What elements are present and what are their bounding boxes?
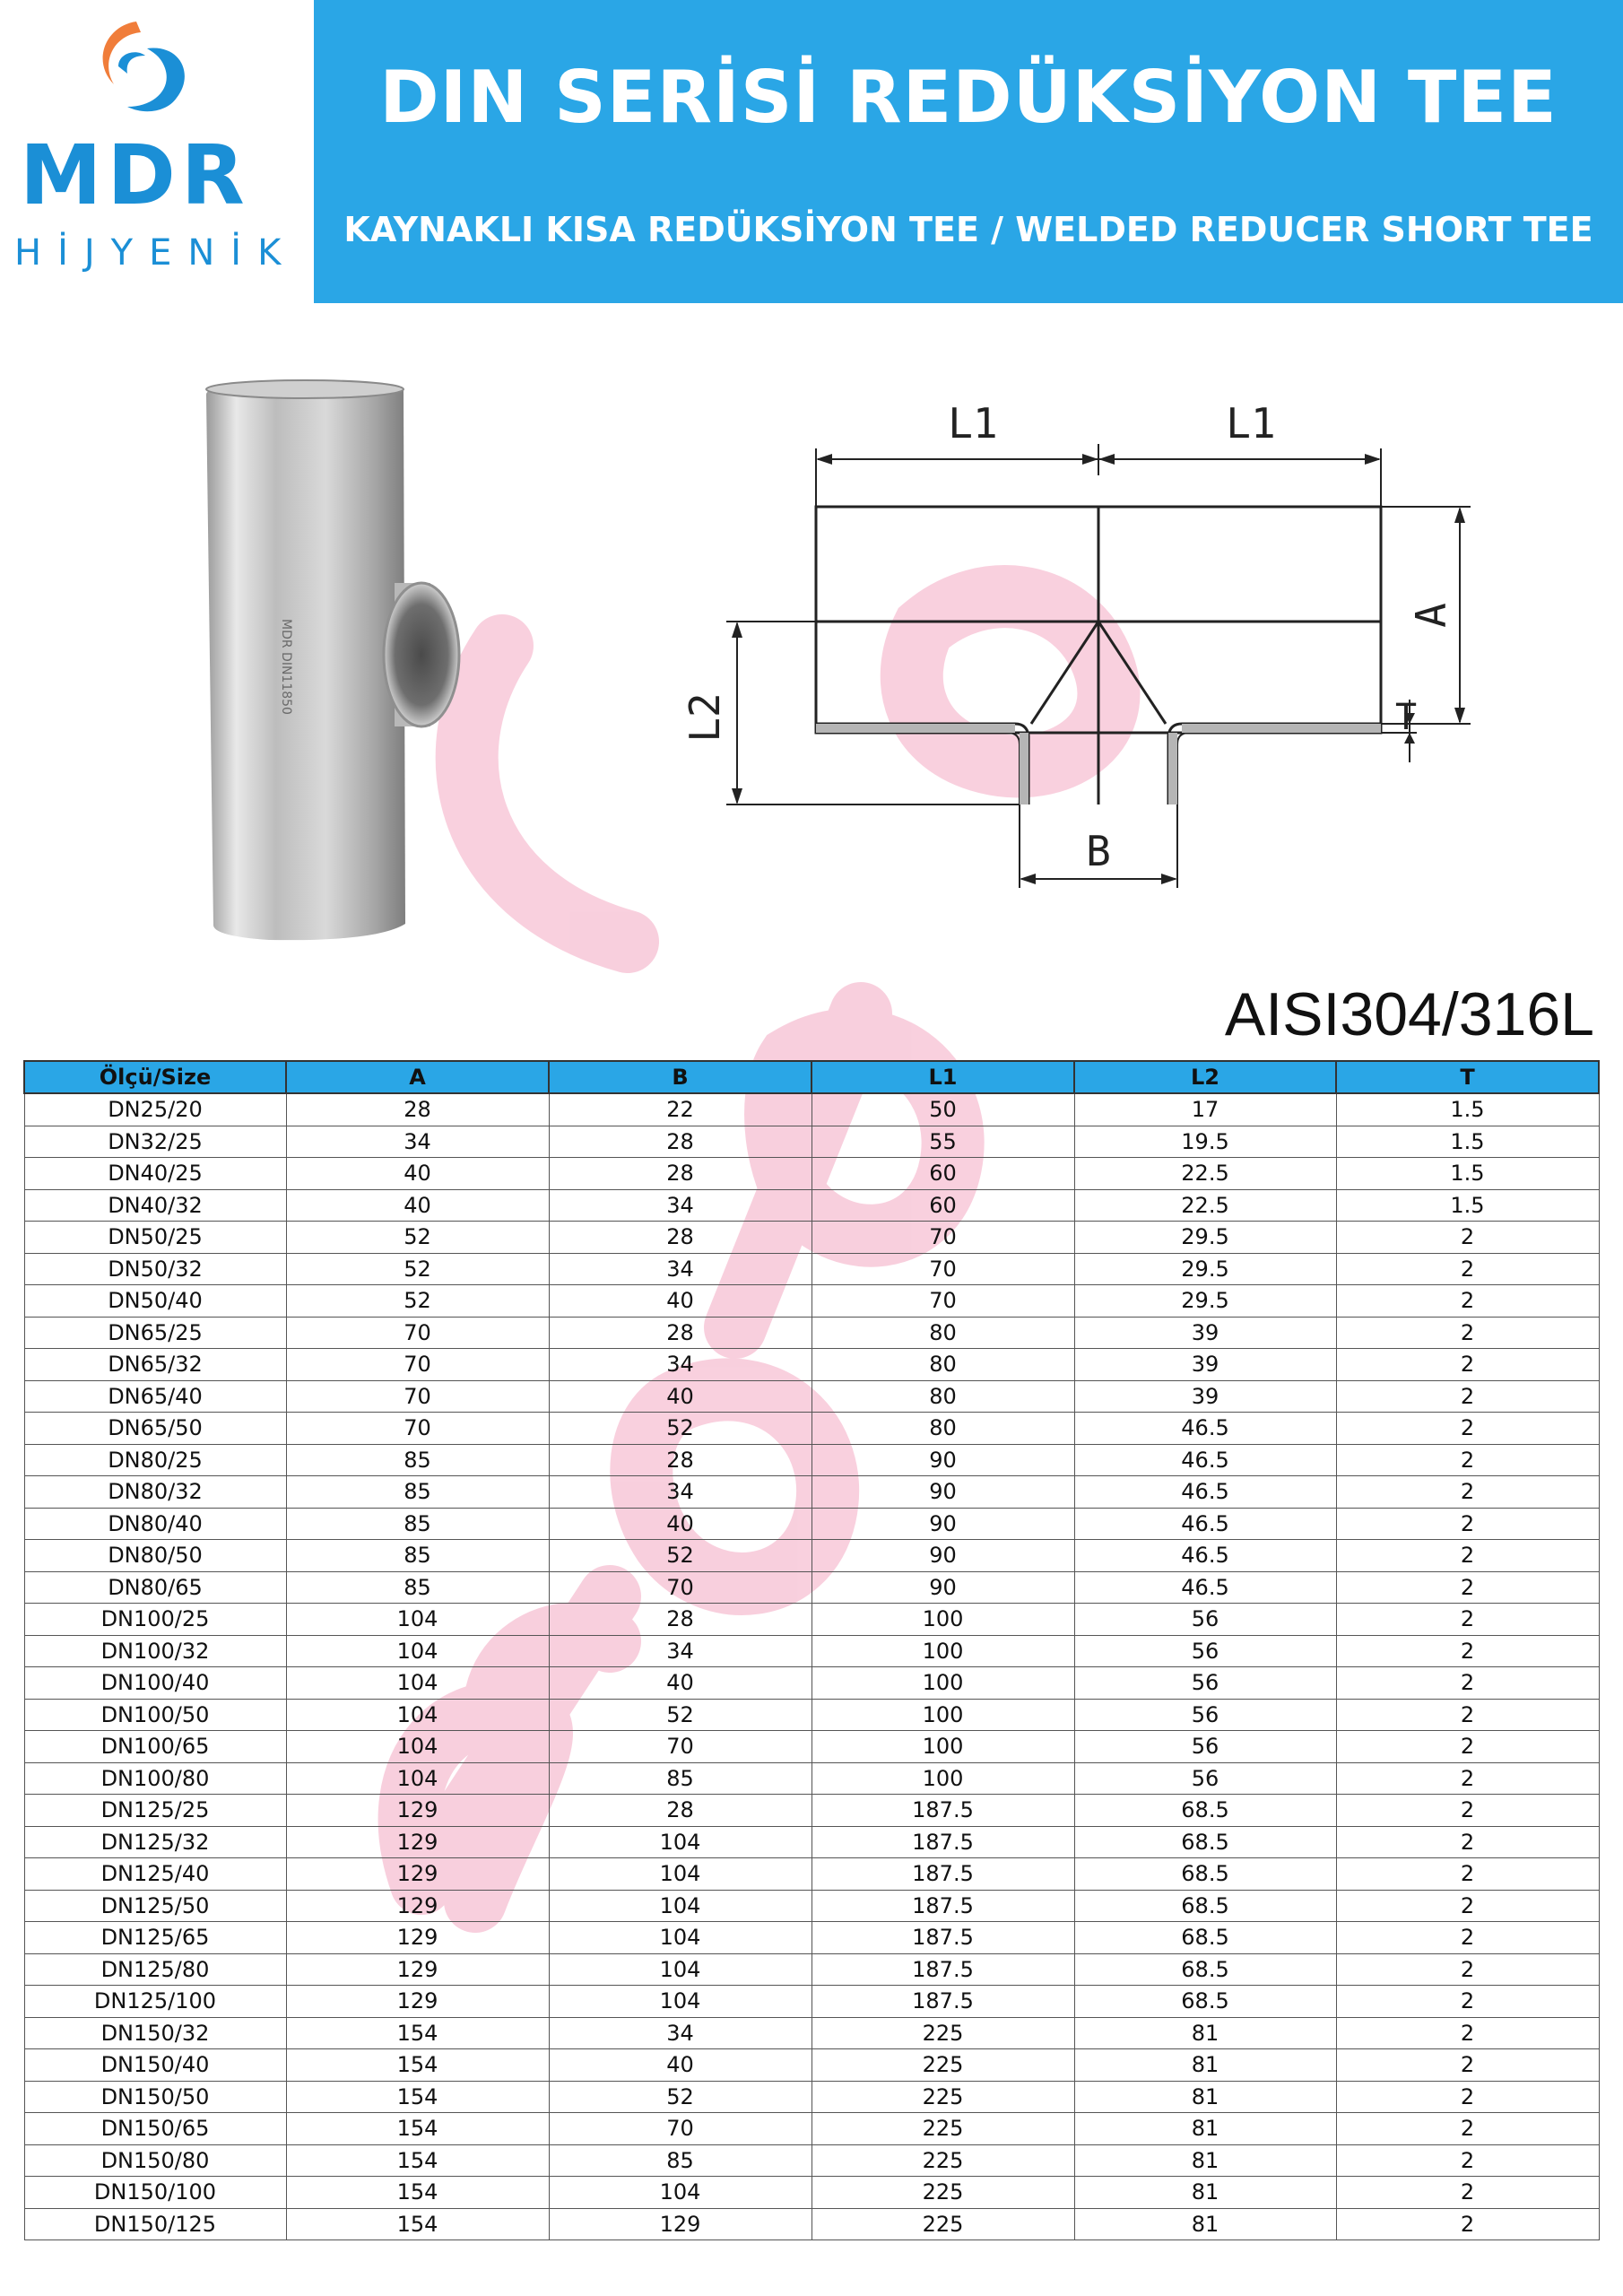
cell-t: 2 xyxy=(1336,1731,1599,1763)
table-row xyxy=(24,1413,1599,1445)
col-header-l1: L1 xyxy=(812,1061,1074,1093)
cell-l1: 60 xyxy=(812,1189,1074,1222)
cell-a: 70 xyxy=(286,1413,549,1445)
cell-l1: 55 xyxy=(812,1126,1074,1158)
cell-l2: 81 xyxy=(1074,2017,1336,2049)
cell-size: DN125/25 xyxy=(24,1795,286,1827)
table-row xyxy=(24,1317,1599,1349)
cell-a: 154 xyxy=(286,2017,549,2049)
table-row xyxy=(24,1285,1599,1318)
table-row xyxy=(24,2113,1599,2145)
cell-a: 129 xyxy=(286,1826,549,1858)
cell-l1: 80 xyxy=(812,1317,1074,1349)
cell-a: 52 xyxy=(286,1222,549,1254)
cell-t: 2 xyxy=(1336,2208,1599,2240)
cell-a: 28 xyxy=(286,1093,549,1126)
table-body xyxy=(24,1093,1599,2240)
table-row xyxy=(24,1858,1599,1891)
cell-size: DN125/100 xyxy=(24,1986,286,2018)
cell-size: DN65/40 xyxy=(24,1380,286,1413)
table-row xyxy=(24,1826,1599,1858)
table-row xyxy=(24,2049,1599,2082)
dim-label-t: T xyxy=(1394,697,1418,738)
cell-a: 154 xyxy=(286,2177,549,2209)
cell-b: 52 xyxy=(549,1540,812,1572)
cell-b: 28 xyxy=(549,1444,812,1476)
col-header-t: T xyxy=(1336,1061,1599,1093)
cell-l2: 46.5 xyxy=(1074,1413,1336,1445)
dim-label-l1-right: L1 xyxy=(1226,399,1276,448)
table-row xyxy=(24,1922,1599,1954)
cell-t: 1.5 xyxy=(1336,1158,1599,1190)
cell-l2: 56 xyxy=(1074,1762,1336,1795)
cell-a: 129 xyxy=(286,1890,549,1922)
cell-l1: 187.5 xyxy=(812,1826,1074,1858)
table-row xyxy=(24,1158,1599,1190)
cell-l2: 68.5 xyxy=(1074,1986,1336,2018)
cell-size: DN150/50 xyxy=(24,2081,286,2113)
table-row xyxy=(24,1571,1599,1604)
cell-t: 2 xyxy=(1336,1762,1599,1795)
cell-a: 85 xyxy=(286,1444,549,1476)
cell-t: 2 xyxy=(1336,1222,1599,1254)
cell-t: 2 xyxy=(1336,1699,1599,1731)
cell-size: DN125/50 xyxy=(24,1890,286,1922)
cell-l1: 225 xyxy=(812,2177,1074,2209)
table-row xyxy=(24,1635,1599,1667)
cell-size: DN80/25 xyxy=(24,1444,286,1476)
cell-t: 2 xyxy=(1336,2144,1599,2177)
cell-l1: 100 xyxy=(812,1667,1074,1700)
cell-a: 154 xyxy=(286,2049,549,2082)
photo-engraving: MDR DIN11850 xyxy=(279,619,293,715)
cell-b: 40 xyxy=(549,1285,812,1318)
cell-size: DN40/32 xyxy=(24,1189,286,1222)
dim-label-l2: L2 xyxy=(681,692,729,743)
cell-l2: 22.5 xyxy=(1074,1189,1336,1222)
cell-size: DN50/40 xyxy=(24,1285,286,1318)
cell-a: 104 xyxy=(286,1699,549,1731)
cell-a: 104 xyxy=(286,1604,549,1636)
cell-a: 52 xyxy=(286,1253,549,1285)
table-header-row xyxy=(24,1061,1599,1093)
cell-l1: 70 xyxy=(812,1222,1074,1254)
cell-l2: 46.5 xyxy=(1074,1444,1336,1476)
brand-tagline: HİJYENİK xyxy=(14,232,298,274)
cell-b: 40 xyxy=(549,2049,812,2082)
cell-size: DN100/80 xyxy=(24,1762,286,1795)
cell-l1: 225 xyxy=(812,2017,1074,2049)
cell-b: 104 xyxy=(549,1953,812,1986)
cell-l2: 46.5 xyxy=(1074,1571,1336,1604)
cell-b: 40 xyxy=(549,1667,812,1700)
cell-l2: 81 xyxy=(1074,2144,1336,2177)
cell-t: 2 xyxy=(1336,1986,1599,2018)
cell-b: 104 xyxy=(549,1986,812,2018)
cell-b: 104 xyxy=(549,1858,812,1891)
cell-b: 70 xyxy=(549,1571,812,1604)
cell-l2: 22.5 xyxy=(1074,1158,1336,1190)
col-header-l2: L2 xyxy=(1074,1061,1336,1093)
cell-l1: 100 xyxy=(812,1604,1074,1636)
cell-l2: 81 xyxy=(1074,2049,1336,2082)
cell-l2: 46.5 xyxy=(1074,1540,1336,1572)
cell-b: 52 xyxy=(549,1413,812,1445)
cell-size: DN65/25 xyxy=(24,1317,286,1349)
table-row xyxy=(24,1953,1599,1986)
cell-l1: 90 xyxy=(812,1444,1074,1476)
table-row xyxy=(24,1508,1599,1540)
cell-l2: 29.5 xyxy=(1074,1222,1336,1254)
cell-a: 70 xyxy=(286,1317,549,1349)
cell-a: 129 xyxy=(286,1922,549,1954)
table-row xyxy=(24,1540,1599,1572)
cell-t: 2 xyxy=(1336,2113,1599,2145)
cell-b: 85 xyxy=(549,2144,812,2177)
cell-b: 28 xyxy=(549,1317,812,1349)
table-row xyxy=(24,1380,1599,1413)
cell-l1: 225 xyxy=(812,2081,1074,2113)
table-row xyxy=(24,2177,1599,2209)
table-row xyxy=(24,2144,1599,2177)
cell-t: 2 xyxy=(1336,1667,1599,1700)
cell-l2: 56 xyxy=(1074,1699,1336,1731)
table-row xyxy=(24,1731,1599,1763)
cell-a: 85 xyxy=(286,1508,549,1540)
cell-t: 2 xyxy=(1336,1540,1599,1572)
cell-t: 2 xyxy=(1336,1317,1599,1349)
cell-size: DN150/40 xyxy=(24,2049,286,2082)
cell-a: 70 xyxy=(286,1349,549,1381)
cell-l1: 80 xyxy=(812,1349,1074,1381)
cell-l2: 29.5 xyxy=(1074,1253,1336,1285)
cell-l2: 68.5 xyxy=(1074,1922,1336,1954)
cell-t: 2 xyxy=(1336,1380,1599,1413)
cell-t: 2 xyxy=(1336,1349,1599,1381)
cell-b: 40 xyxy=(549,1508,812,1540)
mdr-swirl-icon xyxy=(82,13,208,120)
table-row xyxy=(24,1126,1599,1158)
table-row xyxy=(24,1349,1599,1381)
table-row xyxy=(24,1699,1599,1731)
cell-l1: 225 xyxy=(812,2208,1074,2240)
cell-size: DN150/32 xyxy=(24,2017,286,2049)
cell-t: 2 xyxy=(1336,1476,1599,1509)
cell-a: 104 xyxy=(286,1667,549,1700)
cell-t: 2 xyxy=(1336,1571,1599,1604)
cell-l2: 46.5 xyxy=(1074,1476,1336,1509)
cell-a: 40 xyxy=(286,1189,549,1222)
cell-size: DN150/125 xyxy=(24,2208,286,2240)
dim-label-a: A xyxy=(1407,603,1455,628)
cell-b: 34 xyxy=(549,1189,812,1222)
cell-l2: 19.5 xyxy=(1074,1126,1336,1158)
cell-t: 2 xyxy=(1336,2177,1599,2209)
cell-l2: 68.5 xyxy=(1074,1795,1336,1827)
table-row xyxy=(24,1667,1599,1700)
dim-label-b: B xyxy=(1086,827,1111,875)
cell-b: 34 xyxy=(549,1349,812,1381)
cell-size: DN50/25 xyxy=(24,1222,286,1254)
cell-l1: 187.5 xyxy=(812,1858,1074,1891)
cell-l1: 100 xyxy=(812,1699,1074,1731)
cell-size: DN125/40 xyxy=(24,1858,286,1891)
col-header-a: A xyxy=(286,1061,549,1093)
cell-l2: 17 xyxy=(1074,1093,1336,1126)
cell-t: 2 xyxy=(1336,1635,1599,1667)
cell-t: 2 xyxy=(1336,1922,1599,1954)
cell-a: 154 xyxy=(286,2113,549,2145)
cell-l2: 56 xyxy=(1074,1604,1336,1636)
cell-t: 1.5 xyxy=(1336,1189,1599,1222)
cell-a: 154 xyxy=(286,2144,549,2177)
cell-b: 104 xyxy=(549,1922,812,1954)
cell-size: DN40/25 xyxy=(24,1158,286,1190)
cell-a: 104 xyxy=(286,1635,549,1667)
cell-size: DN125/65 xyxy=(24,1922,286,1954)
table-row xyxy=(24,2017,1599,2049)
cell-t: 2 xyxy=(1336,2081,1599,2113)
cell-size: DN100/32 xyxy=(24,1635,286,1667)
cell-l2: 39 xyxy=(1074,1349,1336,1381)
table-row xyxy=(24,1762,1599,1795)
dimension-table xyxy=(23,1060,1600,2240)
cell-a: 70 xyxy=(286,1380,549,1413)
cell-size: DN100/65 xyxy=(24,1731,286,1763)
cell-size: DN80/32 xyxy=(24,1476,286,1509)
cell-l2: 68.5 xyxy=(1074,1826,1336,1858)
cell-t: 2 xyxy=(1336,1826,1599,1858)
cell-t: 2 xyxy=(1336,1508,1599,1540)
cell-l2: 56 xyxy=(1074,1731,1336,1763)
cell-b: 40 xyxy=(549,1380,812,1413)
cell-size: DN80/50 xyxy=(24,1540,286,1572)
cell-a: 85 xyxy=(286,1540,549,1572)
cell-t: 2 xyxy=(1336,1890,1599,1922)
cell-l2: 56 xyxy=(1074,1635,1336,1667)
cell-size: DN65/50 xyxy=(24,1413,286,1445)
cell-t: 2 xyxy=(1336,2049,1599,2082)
cell-a: 104 xyxy=(286,1731,549,1763)
cell-b: 52 xyxy=(549,2081,812,2113)
cell-l2: 39 xyxy=(1074,1380,1336,1413)
cell-b: 104 xyxy=(549,1890,812,1922)
cell-a: 104 xyxy=(286,1762,549,1795)
cell-size: DN100/40 xyxy=(24,1667,286,1700)
cell-l2: 81 xyxy=(1074,2113,1336,2145)
cell-size: DN125/32 xyxy=(24,1826,286,1858)
cell-l1: 90 xyxy=(812,1508,1074,1540)
cell-b: 22 xyxy=(549,1093,812,1126)
cell-l1: 70 xyxy=(812,1285,1074,1318)
cell-b: 129 xyxy=(549,2208,812,2240)
cell-l1: 100 xyxy=(812,1635,1074,1667)
brand-name: MDR xyxy=(20,127,250,223)
cell-l1: 187.5 xyxy=(812,1795,1074,1827)
cell-t: 1.5 xyxy=(1336,1126,1599,1158)
cell-b: 104 xyxy=(549,1826,812,1858)
cell-b: 85 xyxy=(549,1762,812,1795)
cell-t: 2 xyxy=(1336,2017,1599,2049)
cell-size: DN125/80 xyxy=(24,1953,286,1986)
cell-size: DN150/100 xyxy=(24,2177,286,2209)
table-row xyxy=(24,1253,1599,1285)
cell-t: 2 xyxy=(1336,1444,1599,1476)
cell-l1: 90 xyxy=(812,1540,1074,1572)
cell-b: 34 xyxy=(549,1635,812,1667)
cell-a: 129 xyxy=(286,1953,549,1986)
brand-logo xyxy=(0,0,314,303)
cell-b: 34 xyxy=(549,1476,812,1509)
cell-l2: 68.5 xyxy=(1074,1890,1336,1922)
table-row xyxy=(24,1222,1599,1254)
table-row xyxy=(24,2081,1599,2113)
cell-l1: 187.5 xyxy=(812,1922,1074,1954)
cell-l2: 81 xyxy=(1074,2081,1336,2113)
cell-t: 2 xyxy=(1336,1604,1599,1636)
cell-l2: 68.5 xyxy=(1074,1858,1336,1891)
cell-l1: 90 xyxy=(812,1476,1074,1509)
cell-t: 2 xyxy=(1336,1953,1599,1986)
cell-size: DN50/32 xyxy=(24,1253,286,1285)
table-row xyxy=(24,1795,1599,1827)
col-header-b: B xyxy=(549,1061,812,1093)
cell-size: DN65/32 xyxy=(24,1349,286,1381)
cell-l1: 80 xyxy=(812,1380,1074,1413)
cell-l2: 56 xyxy=(1074,1667,1336,1700)
cell-b: 104 xyxy=(549,2177,812,2209)
cell-a: 129 xyxy=(286,1795,549,1827)
cell-l2: 81 xyxy=(1074,2177,1336,2209)
page-subtitle: KAYNAKLI KISA REDÜKSİYON TEE / WELDED REDUCER SHORT TEE xyxy=(343,210,1593,249)
cell-b: 52 xyxy=(549,1699,812,1731)
cell-b: 28 xyxy=(549,1126,812,1158)
cell-size: DN80/40 xyxy=(24,1508,286,1540)
cell-a: 85 xyxy=(286,1571,549,1604)
dim-label-l1-left: L1 xyxy=(948,399,998,448)
cell-b: 70 xyxy=(549,1731,812,1763)
cell-size: DN100/50 xyxy=(24,1699,286,1731)
cell-l1: 225 xyxy=(812,2144,1074,2177)
cell-size: DN32/25 xyxy=(24,1126,286,1158)
table-row xyxy=(24,1093,1599,1126)
cell-size: DN150/65 xyxy=(24,2113,286,2145)
page-title: DIN SERİSİ REDÜKSİYON TEE xyxy=(379,56,1558,139)
cell-size: DN80/65 xyxy=(24,1571,286,1604)
cell-l1: 50 xyxy=(812,1093,1074,1126)
cell-l2: 68.5 xyxy=(1074,1953,1336,1986)
table-row xyxy=(24,1444,1599,1476)
cell-l2: 39 xyxy=(1074,1317,1336,1349)
cell-l1: 70 xyxy=(812,1253,1074,1285)
cell-a: 34 xyxy=(286,1126,549,1158)
cell-l1: 100 xyxy=(812,1762,1074,1795)
header-banner xyxy=(314,0,1623,303)
cell-l1: 80 xyxy=(812,1413,1074,1445)
cell-l1: 100 xyxy=(812,1731,1074,1763)
cell-b: 28 xyxy=(549,1158,812,1190)
material-grade: AISI304/316L xyxy=(1224,980,1594,1048)
cell-l1: 60 xyxy=(812,1158,1074,1190)
table-row xyxy=(24,1189,1599,1222)
cell-l1: 187.5 xyxy=(812,1953,1074,1986)
table-row xyxy=(24,1476,1599,1509)
table-row xyxy=(24,1890,1599,1922)
cell-b: 28 xyxy=(549,1604,812,1636)
cell-l1: 187.5 xyxy=(812,1890,1074,1922)
cell-l2: 46.5 xyxy=(1074,1508,1336,1540)
technical-drawing xyxy=(664,368,1515,906)
cell-a: 40 xyxy=(286,1158,549,1190)
product-photo xyxy=(197,377,466,951)
cell-size: DN25/20 xyxy=(24,1093,286,1126)
cell-t: 2 xyxy=(1336,1413,1599,1445)
cell-a: 129 xyxy=(286,1986,549,2018)
cell-b: 28 xyxy=(549,1795,812,1827)
col-header-size: Ölçü/Size xyxy=(24,1061,286,1093)
cell-l1: 90 xyxy=(812,1571,1074,1604)
cell-t: 2 xyxy=(1336,1858,1599,1891)
cell-t: 2 xyxy=(1336,1285,1599,1318)
cell-l1: 225 xyxy=(812,2113,1074,2145)
table-row xyxy=(24,1604,1599,1636)
table-row xyxy=(24,2208,1599,2240)
cell-a: 154 xyxy=(286,2208,549,2240)
cell-a: 52 xyxy=(286,1285,549,1318)
table-row xyxy=(24,1986,1599,2018)
cell-l1: 225 xyxy=(812,2049,1074,2082)
cell-size: DN100/25 xyxy=(24,1604,286,1636)
cell-a: 85 xyxy=(286,1476,549,1509)
cell-t: 2 xyxy=(1336,1253,1599,1285)
cell-l2: 29.5 xyxy=(1074,1285,1336,1318)
cell-size: DN150/80 xyxy=(24,2144,286,2177)
cell-l1: 187.5 xyxy=(812,1986,1074,2018)
cell-b: 28 xyxy=(549,1222,812,1254)
cell-a: 154 xyxy=(286,2081,549,2113)
cell-l2: 81 xyxy=(1074,2208,1336,2240)
cell-b: 70 xyxy=(549,2113,812,2145)
cell-t: 2 xyxy=(1336,1795,1599,1827)
cell-b: 34 xyxy=(549,1253,812,1285)
cell-a: 129 xyxy=(286,1858,549,1891)
cell-b: 34 xyxy=(549,2017,812,2049)
cell-t: 1.5 xyxy=(1336,1093,1599,1126)
